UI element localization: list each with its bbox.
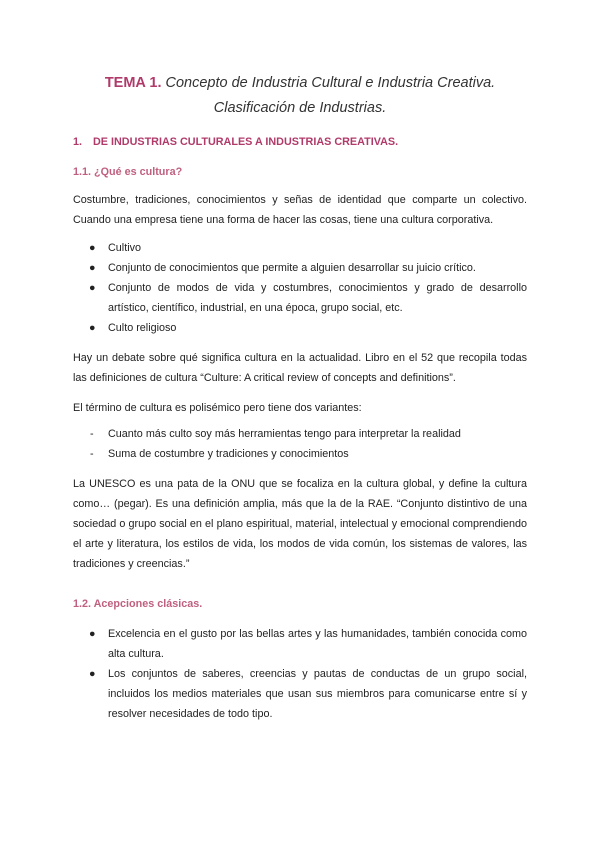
bullet-marker: ● bbox=[89, 668, 96, 680]
list-item: ● Cultivo bbox=[73, 238, 527, 258]
bullet-marker: ● bbox=[89, 242, 96, 254]
list-item: ● Excelencia en el gusto por las bellas artes y las humanidades, también conocida como alta cultura. bbox=[73, 624, 527, 664]
subsection-heading-1-2: 1.2. Acepciones clásicas. bbox=[73, 598, 203, 610]
subsection-heading-1-1: 1.1. ¿Qué es cultura? bbox=[73, 166, 183, 178]
document-title bbox=[73, 0, 527, 121]
bullet-marker: ● bbox=[89, 628, 96, 640]
dash-marker: - bbox=[90, 428, 94, 440]
paragraph-unesco: La UNESCO es una pata de la ONU que se focaliza en la cultura global, y define la cultura como… (pegar). Es una definición amplia, más que la de la RAE. “Conjunto distintivo de una sociedad o grupo social en el plano espiritual, material, intelectual y emocional comprendiendo el arte y literatura, los estilos de vida, los modos de vida común, los sistemas de valores, las tradiciones y creencias.” bbox=[73, 478, 527, 570]
paragraph-culture-definition: Costumbre, tradiciones, conocimientos y señas de identidad que comparte un colectivo. Cuando una empresa tiene una forma de hacer las cosas, tiene una cultura corporativa. bbox=[73, 194, 527, 226]
section-number: 1. bbox=[73, 136, 83, 148]
paragraph-polysemic: El término de cultura es polisémico pero tiene dos variantes: bbox=[73, 402, 362, 414]
list-item: ● Culto religioso bbox=[73, 318, 527, 338]
bullet-list-classic-meanings bbox=[73, 624, 527, 724]
list-item: ● Los conjuntos de saberes, creencias y pautas de conductas de un grupo social, incluidos los medios materiales que usan sus miembros para comunicarse entre sí y resolver necesidades de todo tipo. bbox=[73, 664, 527, 724]
list-item: ● Conjunto de modos de vida y costumbres, conocimientos y grado de desarrollo artístico, científico, industrial, en una época, grupo social, etc. bbox=[73, 278, 527, 318]
paragraph-debate: Hay un debate sobre qué significa cultura en la actualidad. Libro en el 52 que recopila todas las definiciones de cultura “Culture: A critical review of concepts and definitions”. bbox=[73, 352, 527, 384]
section-heading-text: DE INDUSTRIAS CULTURALES A INDUSTRIAS CREATIVAS. bbox=[93, 136, 399, 148]
dash-list-variants bbox=[73, 424, 527, 464]
section-heading-1 bbox=[73, 134, 527, 150]
bullet-marker: ● bbox=[89, 282, 96, 294]
bullet-list-culture-meanings bbox=[73, 238, 527, 338]
title-number: TEMA 1. bbox=[104, 75, 162, 91]
bullet-marker: ● bbox=[89, 322, 96, 334]
list-item: - Cuanto más culto soy más herramientas tengo para interpretar la realidad bbox=[73, 424, 527, 444]
title-subtitle: Concepto de Industria Cultural e Industria Creativa. Clasificación de Industrias. bbox=[165, 75, 496, 116]
bullet-marker: ● bbox=[89, 262, 96, 274]
dash-marker: - bbox=[90, 448, 94, 460]
list-item: ● Conjunto de conocimientos que permite a alguien desarrollar su juicio crítico. bbox=[73, 258, 527, 278]
list-item: - Suma de costumbre y tradiciones y conocimientos bbox=[73, 444, 527, 464]
